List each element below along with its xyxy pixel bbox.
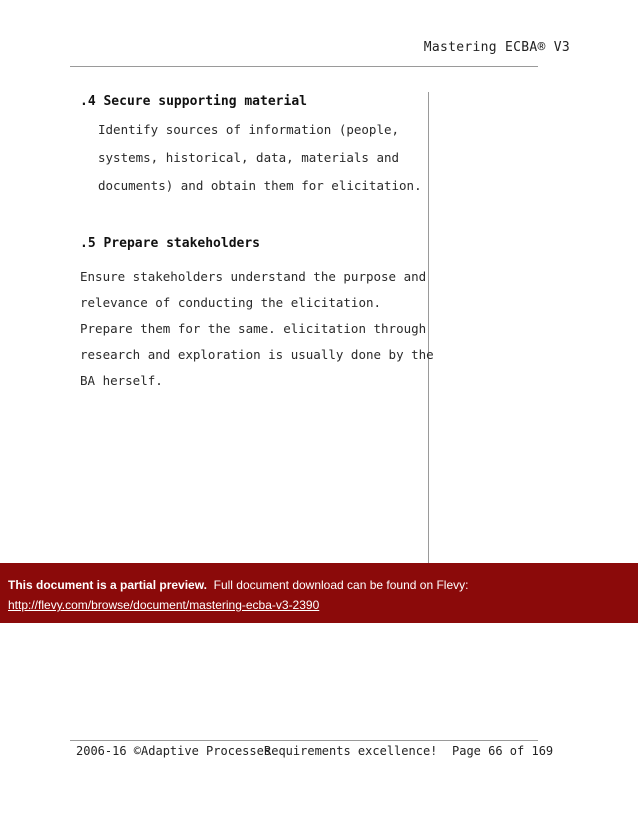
body-line: Prepare them for the same. elicitation through xyxy=(80,321,427,336)
body-line: BA herself. xyxy=(80,373,163,388)
footer-tagline: Requirements excellence! xyxy=(264,744,438,758)
column-divider xyxy=(428,92,429,568)
banner-text: Full document download can be found on Flevy: xyxy=(213,578,469,592)
footer-copyright: 2006-16 ©Adaptive Processes xyxy=(76,744,272,758)
header-divider xyxy=(70,66,538,67)
download-link[interactable]: http://flevy.com/browse/document/mastering-ecba-v3-2390 xyxy=(8,598,320,612)
section-heading-secure-material: .4 Secure supporting material xyxy=(80,94,307,109)
body-line: systems, historical, data, materials and xyxy=(98,150,400,165)
preview-banner xyxy=(0,563,638,623)
section-heading-prepare-stakeholders: .5 Prepare stakeholders xyxy=(80,236,261,251)
footer-divider xyxy=(70,740,538,741)
footer-page-number: Page 66 of 169 xyxy=(452,744,554,758)
banner-bold-text: This document is a partial preview. xyxy=(8,578,207,592)
body-line: documents) and obtain them for elicitation. xyxy=(98,178,422,193)
banner-message xyxy=(8,578,468,592)
body-line: Identify sources of information (people, xyxy=(98,122,400,137)
body-line: research and exploration is usually done by the xyxy=(80,347,434,362)
body-line: Ensure stakeholders understand the purpose and xyxy=(80,269,427,284)
body-line: relevance of conducting the elicitation. xyxy=(80,295,382,310)
header-title: Mastering ECBA® V3 xyxy=(423,40,570,55)
